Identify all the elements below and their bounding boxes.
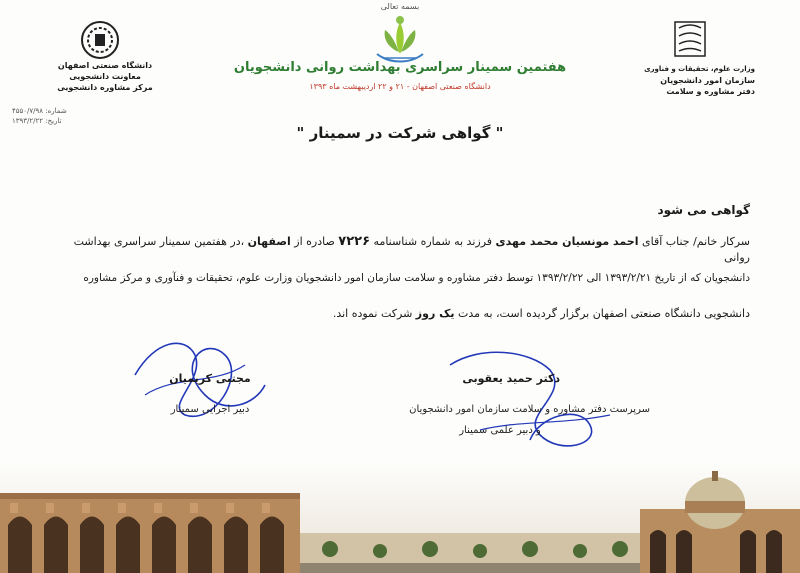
signatory-name-right: دکتر حمید یعقوبی xyxy=(462,372,560,385)
certificate-body-line xyxy=(45,306,750,322)
reference-number: شماره: ۴۵۵۰/۷/۹۸ xyxy=(12,107,67,115)
recipient-name: احمد مونسیان محمد مهدی xyxy=(495,235,639,248)
reference-date: تاریخ: ۱۳۹۳/۲/۲۲ xyxy=(12,117,62,125)
right-org-line: دفتر مشاوره و سلامت xyxy=(666,87,755,96)
bismillah: بسمه تعالی xyxy=(380,2,420,11)
certificate-body-line xyxy=(45,234,750,266)
certificate-body-line: دانشجویان که از تاریخ ۱۳۹۳/۲/۲۱ الی ۱۳۹۳/۲/۲۲ توسط دفتر مشاوره و سلامت سازمان امور دانشجویان وزارت علوم، تحقیقات و فنآوری و مرکز مشاوره xyxy=(83,272,750,284)
right-org-line: سازمان امور دانشجویان xyxy=(660,76,755,85)
id-number: ۷۲۲۶ xyxy=(338,234,371,249)
left-org-line: دانشگاه صنعتی اصفهان xyxy=(57,61,153,70)
certifies-heading: گواهی می شود xyxy=(657,203,750,217)
left-org-line: مرکز مشاوره دانشجویی xyxy=(57,83,153,92)
signatory-name-left: مجتبی کریمیان xyxy=(169,372,251,385)
issue-city: اصفهان xyxy=(247,235,291,248)
signatory-role-right-2: و دبیر علمی سمینار xyxy=(459,425,541,436)
footer-landmark-illustration xyxy=(0,463,800,573)
certificate-title: " گواهی شرکت در سمینار " xyxy=(296,124,504,142)
signatory-role-right: سرپرست دفتر مشاوره و سلامت سازمان امور دانشجویان xyxy=(409,404,650,415)
right-org-line: وزارت علوم، تحقیقات و فناوری xyxy=(644,65,755,73)
reference-block xyxy=(12,106,92,126)
body-text: فرزند به شماره شناسنامه xyxy=(370,235,496,248)
ministry-logo-icon xyxy=(665,18,715,63)
body-text: سرکار خانم/ جناب آقای xyxy=(638,235,750,248)
left-organization xyxy=(40,60,170,93)
right-organization xyxy=(615,64,755,97)
body-text: صادره از xyxy=(290,235,339,248)
body-text: شرکت نموده اند. xyxy=(332,307,416,320)
left-org-line: معاونت دانشجویی xyxy=(69,72,141,81)
signatory-role-left: دبیر اجرایی سمینار xyxy=(170,404,250,415)
body-text: ،در هفتمین سمینار سراسری بهداشت روانی xyxy=(73,235,750,264)
seminar-subtitle: دانشگاه صنعتی اصفهان - ۲۱ و ۲۲ اردیبهشت ماه ۱۳۹۳ xyxy=(309,82,491,91)
duration: یک روز xyxy=(415,307,455,320)
body-text: دانشجویی دانشگاه صنعتی اصفهان برگزار گردیده است، به مدت xyxy=(454,307,750,320)
seminar-title: هفتمین سمینار سراسری بهداشت روانی دانشجویان xyxy=(233,60,567,75)
university-logo-icon xyxy=(80,20,120,60)
